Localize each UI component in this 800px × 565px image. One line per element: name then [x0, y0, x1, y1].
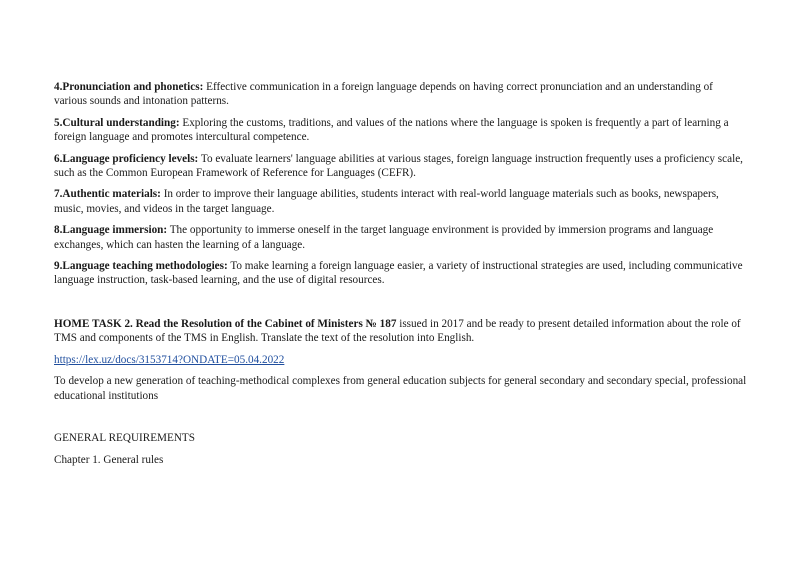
- develop-paragraph: To develop a new generation of teaching-methodical complexes from general education subjects for general secondary and secondary special, professional educational institutions: [54, 375, 747, 402]
- item-title: 9.Language teaching methodologies:: [54, 260, 228, 273]
- home-task-text: issued in 2017 and be ready to present detailed information about the role of TMS and components of the TMS in English. Translate the text of the resolution into English.: [54, 317, 741, 345]
- home-task-title: HOME TASK 2. Read the Resolution of the Cabinet of Ministers № 187: [54, 317, 397, 330]
- item-text: The opportunity to immerse oneself in the target language environment is provided by immersion programs and language exchanges, which can hasten the learning of a language.: [54, 224, 714, 251]
- chapter-heading: Chapter 1. General rules: [54, 454, 164, 467]
- document-content: [54, 80, 748, 475]
- item-title: 6.Language proficiency levels:: [54, 152, 199, 165]
- item-title: 8.Language immersion:: [54, 224, 168, 237]
- spacer: [54, 410, 748, 431]
- item-text: Effective communication in a foreign language depends on having correct pronunciation and an understanding of various sounds and intonation patterns.: [54, 81, 713, 108]
- spacer: [54, 295, 748, 317]
- home-task-paragraph: [54, 317, 748, 346]
- item-text: To evaluate learners' language abilities at various stages, foreign language instruction frequently uses a proficiency scale, such as the Common European Framework of Reference for Languages (CEFR).: [54, 152, 743, 180]
- item-title: 5.Cultural understanding:: [54, 116, 180, 129]
- list-item-authentic: [54, 187, 748, 216]
- resolution-link[interactable]: https://lex.uz/docs/3153714?ONDATE=05.04.2022: [54, 353, 285, 366]
- list-item-methodologies: [54, 259, 748, 288]
- item-text: Exploring the customs, traditions, and values of the nations where the language is spoken is frequently a part of learning a foreign language and promotes intercultural competence.: [54, 116, 729, 144]
- general-requirements-heading: GENERAL REQUIREMENTS: [54, 431, 195, 444]
- item-text: To make learning a foreign language easier, a variety of instructional strategies are used, including communicative language instruction, task-based learning, and the use of digital resources.: [54, 260, 743, 287]
- list-item-proficiency: [54, 152, 748, 181]
- item-title: 7.Authentic materials:: [54, 188, 161, 201]
- list-item-cultural: [54, 116, 748, 145]
- list-item-pronunciation: [54, 80, 748, 109]
- resolution-link-paragraph: [54, 353, 748, 367]
- item-text: In order to improve their language abilities, students interact with real-world language materials such as books, newspapers, music, movies, and videos in the target language.: [54, 188, 719, 215]
- item-title: 4.Pronunciation and phonetics:: [54, 81, 204, 93]
- list-item-immersion: [54, 223, 748, 252]
